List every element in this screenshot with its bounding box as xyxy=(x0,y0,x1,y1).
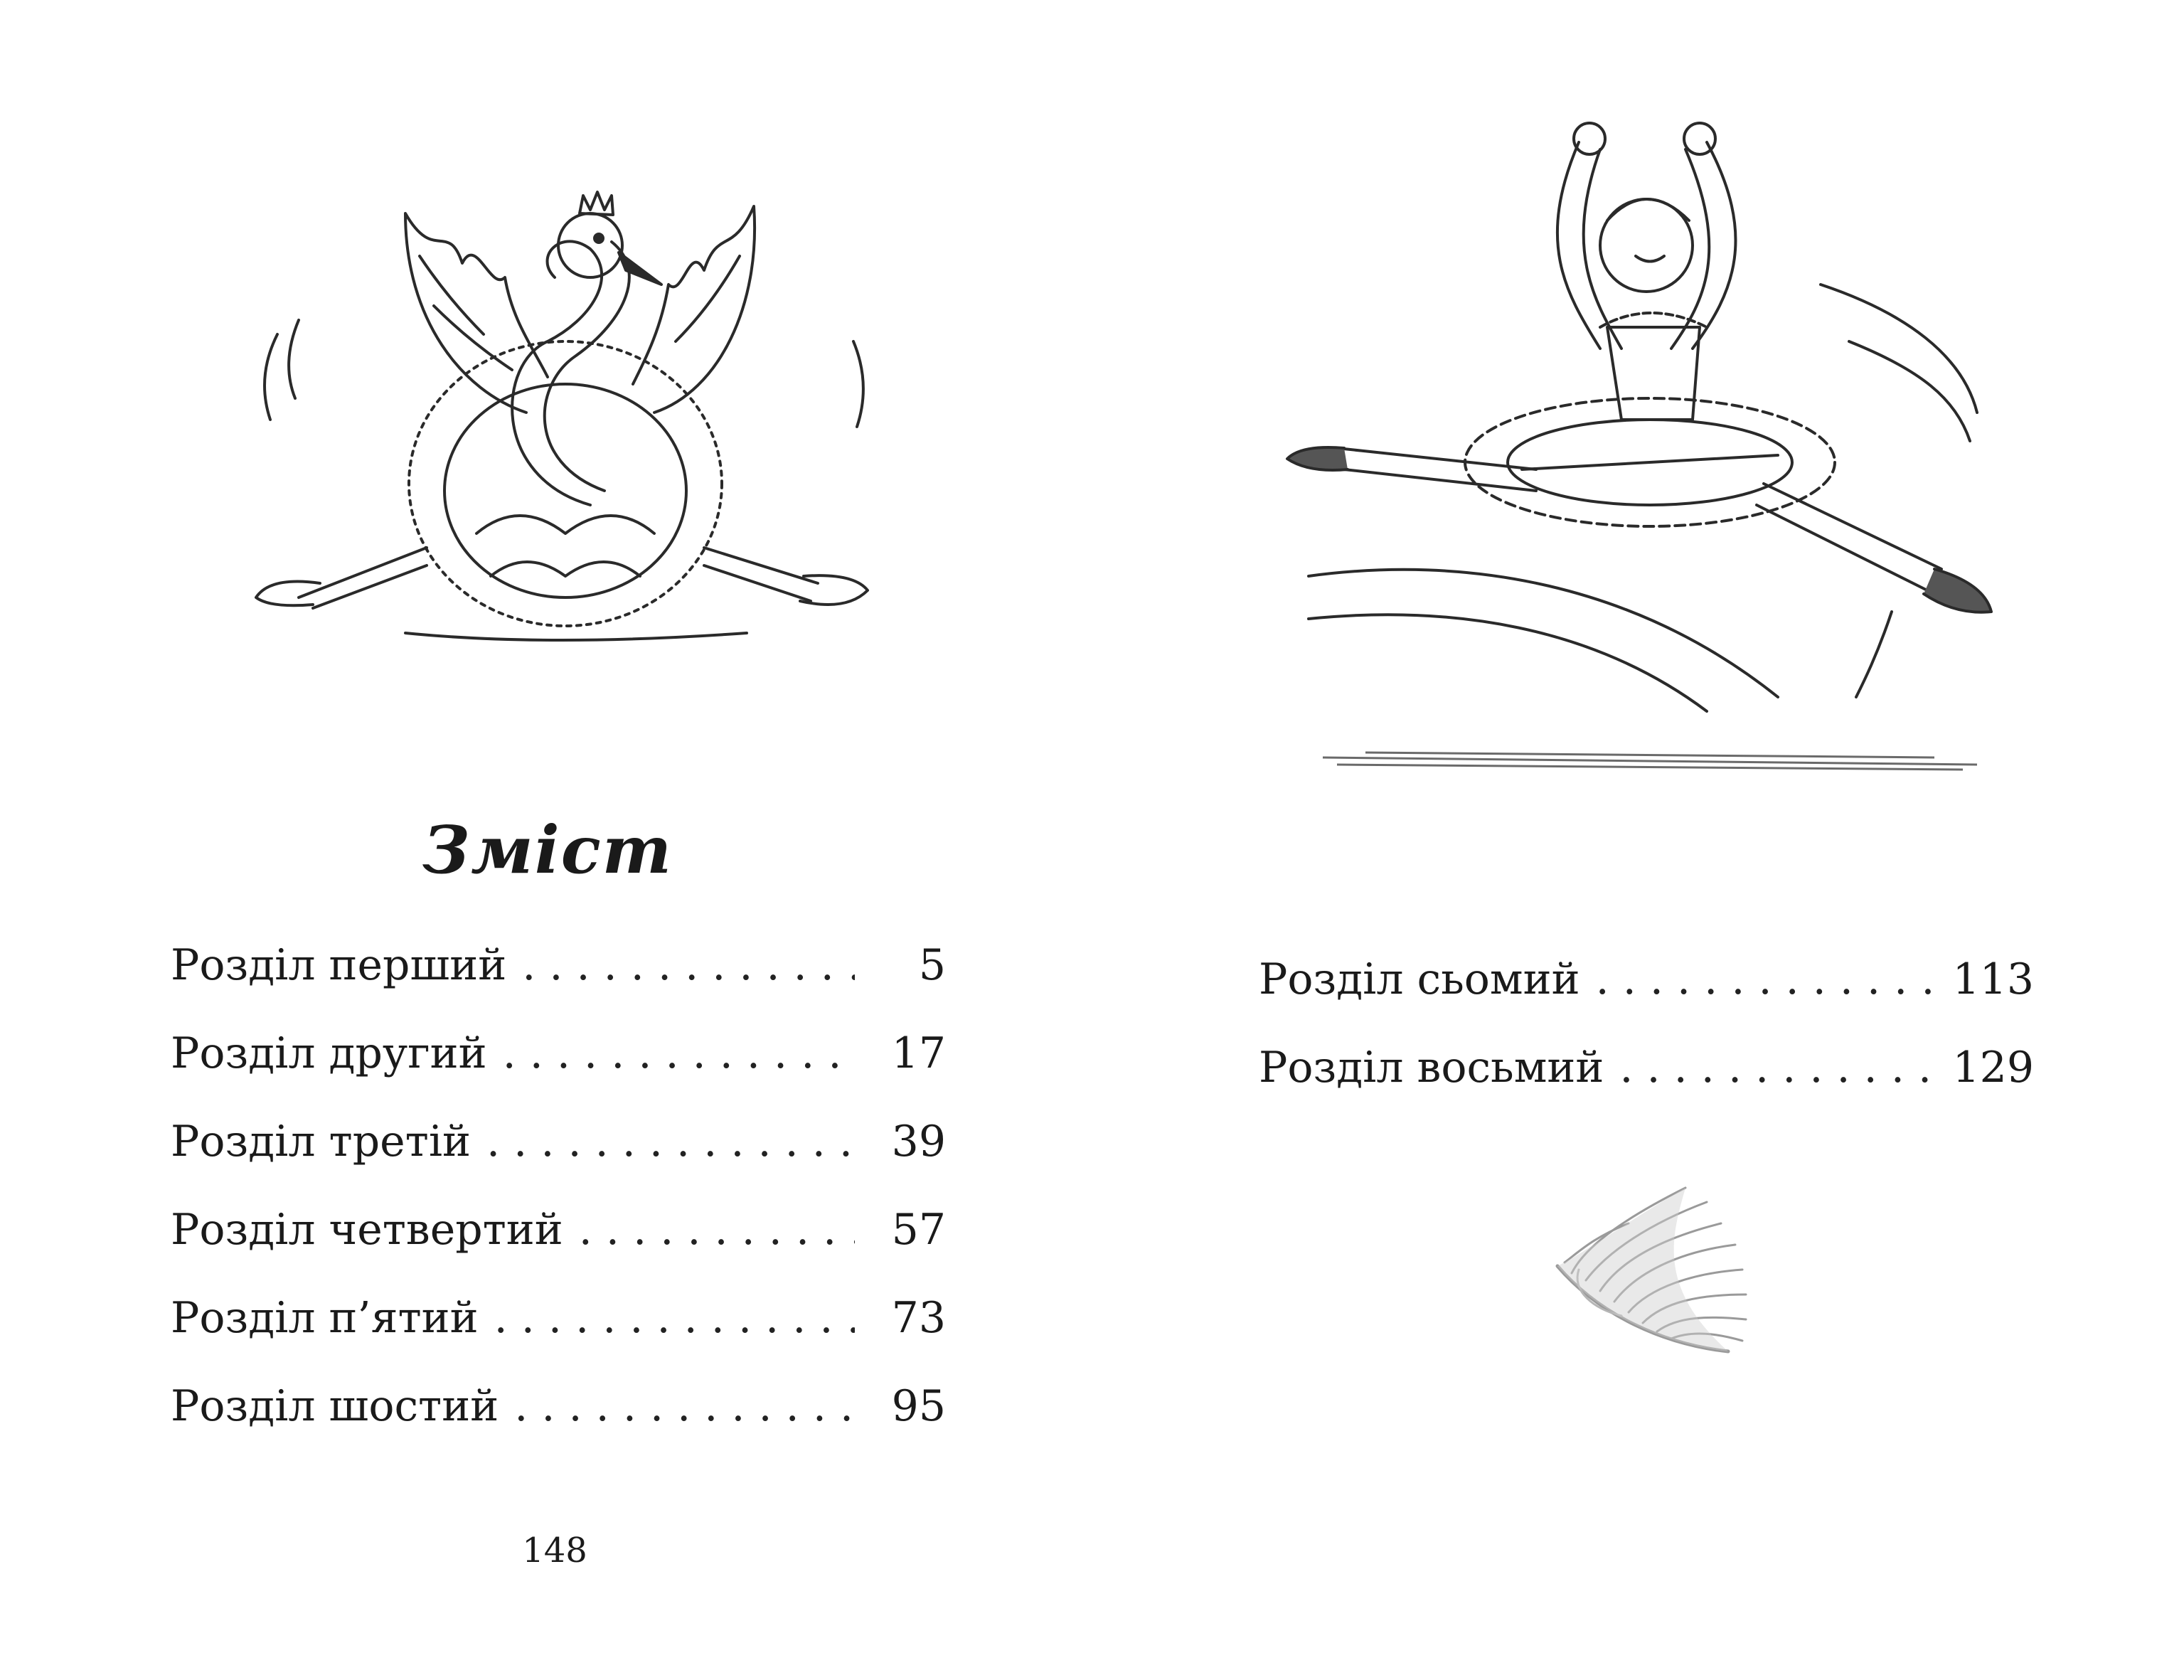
dot-leader xyxy=(522,921,855,1009)
dot-leader xyxy=(1596,935,1940,1024)
toc-entry-label: Розділ шостий xyxy=(171,1381,499,1431)
toc-entry-page: 57 xyxy=(891,1205,946,1255)
dot-leader xyxy=(579,1186,855,1274)
toc-entry xyxy=(171,1186,946,1274)
toc-entry-page: 113 xyxy=(1952,955,2034,1004)
dot-leader xyxy=(503,1009,855,1097)
toc-entry xyxy=(171,1009,946,1097)
toc-entry xyxy=(171,1274,946,1362)
toc-entry-label: Розділ п’ятий xyxy=(171,1293,479,1343)
toc-entry-page: 17 xyxy=(891,1028,946,1078)
toc-entry-page: 95 xyxy=(891,1381,946,1431)
toc-entry xyxy=(1259,1024,2034,1112)
dot-leader xyxy=(494,1274,855,1362)
toc-list-left xyxy=(171,921,946,1450)
page-number: 148 xyxy=(522,1531,587,1570)
toc-entry-label: Розділ другий xyxy=(171,1028,487,1078)
dot-leader xyxy=(1619,1024,1939,1112)
toc-entry xyxy=(1259,935,2034,1024)
leaping-ballerina-illustration xyxy=(1266,114,1998,782)
toc-entry-page: 73 xyxy=(891,1293,946,1343)
toc-list-right xyxy=(1259,935,2034,1112)
feather-illustration xyxy=(1543,1174,1757,1359)
toc-entry-page: 5 xyxy=(918,940,946,990)
dot-leader xyxy=(514,1362,855,1450)
toc-entry-page: 129 xyxy=(1952,1043,2034,1092)
toc-entry-label: Розділ третій xyxy=(171,1117,472,1166)
toc-entry-label: Розділ восьмий xyxy=(1259,1043,1604,1092)
toc-entry xyxy=(171,921,946,1009)
toc-entry xyxy=(171,1097,946,1186)
toc-entry-page: 39 xyxy=(891,1117,946,1166)
toc-entry xyxy=(171,1362,946,1450)
toc-entry-label: Розділ сьомий xyxy=(1259,955,1580,1004)
toc-entry-label: Розділ перший xyxy=(171,940,507,990)
swan-dancer-illustration xyxy=(192,178,925,647)
toc-entry-label: Розділ четвертий xyxy=(171,1205,563,1255)
toc-title: Зміст xyxy=(422,812,673,888)
dot-leader xyxy=(486,1097,855,1186)
